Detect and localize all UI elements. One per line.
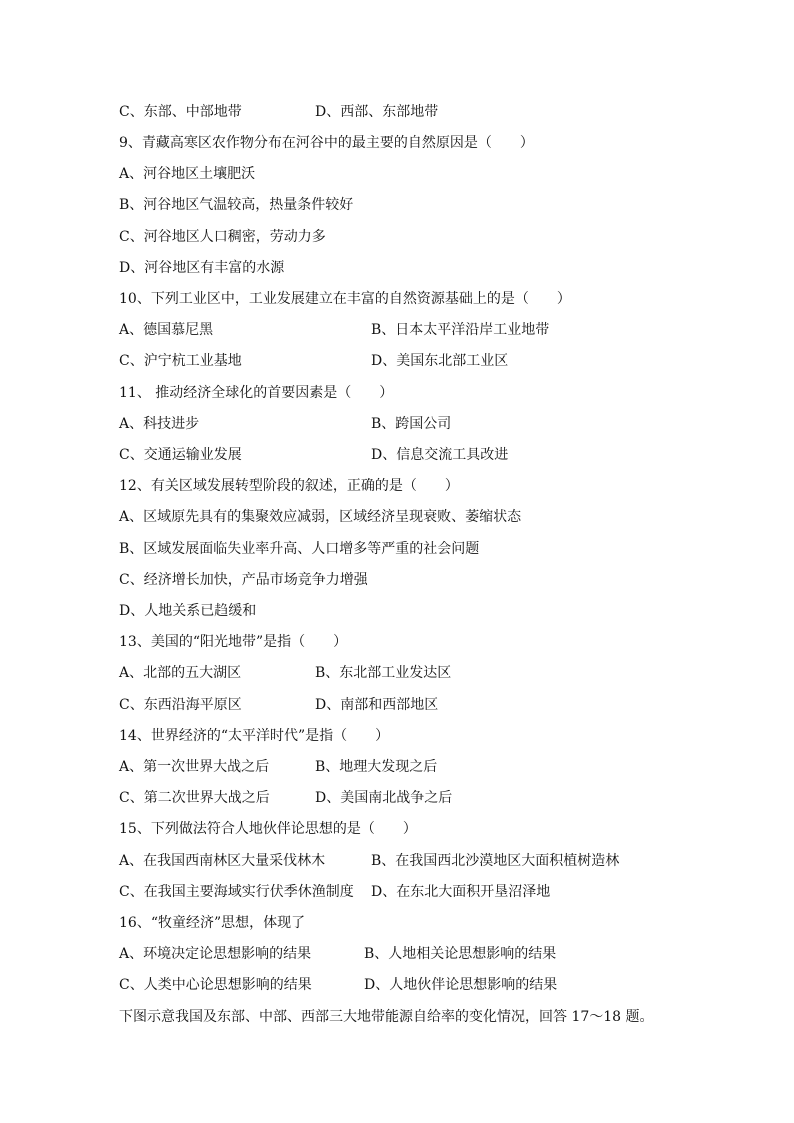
- option-row: [119, 975, 558, 995]
- question-16: 16、“牧童经济”思想，体现了: [119, 915, 306, 931]
- option-c: C、沪宁杭工业基地: [119, 353, 242, 369]
- option-row: [119, 351, 509, 371]
- option-c: C、人类中心论思想影响的结果: [119, 977, 312, 993]
- option-a: A、河谷地区土壤肥沃: [119, 166, 256, 182]
- option-row: [119, 102, 439, 122]
- option-d: D、人地关系已趋缓和: [119, 603, 257, 619]
- option-b: B、区域发展面临失业率升高、人口增多等严重的社会问题: [119, 541, 480, 557]
- option-b: B、在我国西北沙漠地区大面积植树造林: [371, 853, 620, 869]
- option-row: [119, 414, 452, 434]
- figure-intro-text: 下图示意我国及东部、中部、西部三大地带能源自给率的变化情况，回答 17～18 题。: [119, 1009, 654, 1025]
- option-d: D、西部、东部地带: [315, 104, 439, 120]
- option-c: C、交通运输业发展: [119, 447, 242, 463]
- option-row: [119, 757, 438, 777]
- option-row: [119, 944, 557, 964]
- option-b: B、东北部工业发达区: [315, 665, 452, 681]
- question-10: 10、下列工业区中，工业发展建立在丰富的自然资源基础上的是（ ）: [119, 291, 571, 307]
- question-14: 14、世界经济的“太平洋时代”是指（ ）: [119, 728, 390, 744]
- option-a: A、环境决定论思想影响的结果: [119, 946, 312, 962]
- option-row: [119, 851, 620, 871]
- option-b: B、跨国公司: [371, 416, 452, 432]
- option-d: D、在东北大面积开垦沼泽地: [371, 884, 551, 900]
- option-d: D、美国东北部工业区: [371, 353, 509, 369]
- option-row: [119, 695, 439, 715]
- question-15: 15、下列做法符合人地伙伴论思想的是（ ）: [119, 821, 417, 837]
- option-row: [119, 663, 452, 683]
- option-c: C、东西沿海平原区: [119, 697, 242, 713]
- option-row: [119, 788, 453, 808]
- option-d: D、美国南北战争之后: [315, 790, 453, 806]
- option-a: A、德国慕尼黑: [119, 322, 214, 338]
- option-row: [119, 882, 551, 902]
- question-12: 12、有关区域发展转型阶段的叙述，正确的是（ ）: [119, 478, 459, 494]
- option-c: C、河谷地区人口稠密，劳动力多: [119, 229, 326, 245]
- option-b: B、日本太平洋沿岸工业地带: [371, 322, 550, 338]
- option-row: [119, 320, 550, 340]
- option-a: A、北部的五大湖区: [119, 665, 242, 681]
- option-d: D、人地伙伴论思想影响的结果: [364, 977, 558, 993]
- option-b: B、河谷地区气温较高，热量条件较好: [119, 197, 354, 213]
- option-c: C、经济增长加快，产品市场竞争力增强: [119, 572, 368, 588]
- option-c: C、第二次世界大战之后: [119, 790, 270, 806]
- option-d: D、河谷地区有丰富的水源: [119, 260, 285, 276]
- option-c: C、东部、中部地带: [119, 104, 242, 120]
- option-row: [119, 445, 509, 465]
- option-b: B、地理大发现之后: [315, 759, 438, 775]
- option-c: C、在我国主要海域实行伏季休渔制度: [119, 884, 354, 900]
- option-d: D、信息交流工具改进: [371, 447, 509, 463]
- option-a: A、科技进步: [119, 416, 200, 432]
- option-b: B、人地相关论思想影响的结果: [364, 946, 557, 962]
- option-a: A、在我国西南林区大量采伐林木: [119, 853, 326, 869]
- question-13: 13、美国的“阳光地带”是指（ ）: [119, 634, 348, 650]
- question-11: 11、 推动经济全球化的首要因素是（ ）: [119, 385, 394, 401]
- option-a: A、第一次世界大战之后: [119, 759, 270, 775]
- question-9: 9、青藏高寒区农作物分布在河谷中的最主要的自然原因是（ ）: [119, 135, 534, 151]
- option-a: A、区域原先具有的集聚效应减弱，区域经济呈现衰败、萎缩状态: [119, 509, 522, 525]
- option-d: D、南部和西部地区: [315, 697, 439, 713]
